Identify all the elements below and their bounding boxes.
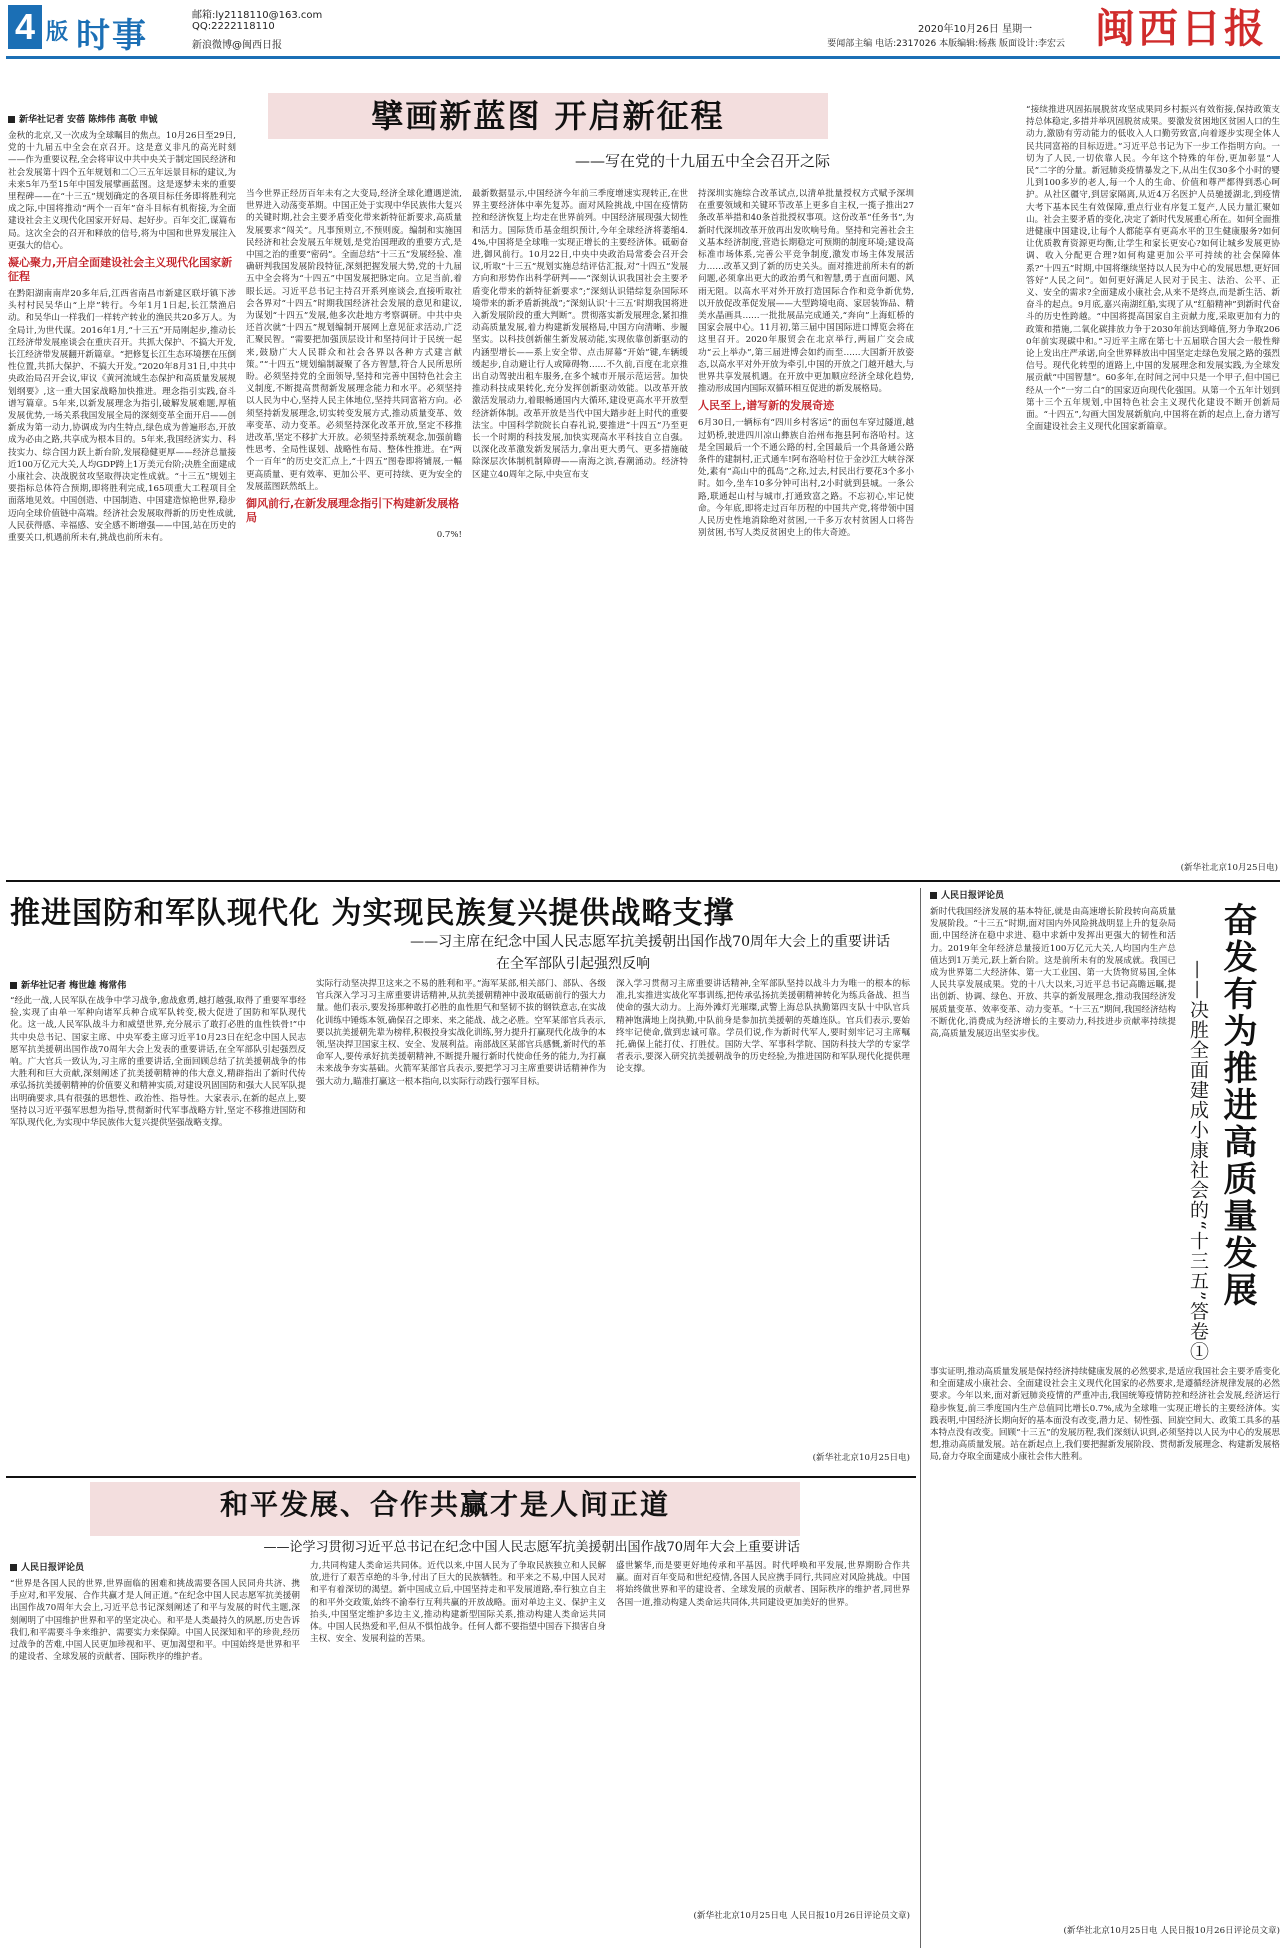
story2-signoff: (新华社北京10月25日电) (812, 1453, 910, 1463)
story3-col2-text: 事实证明,推动高质量发展是保持经济持续健康发展的必然要求,是适应我国社会主要矛盾变化和全面建成小康社会、全面建设社会主义现代化国家的必然要求,是遵循经济规律发展的必然要求。今年以来,面对新冠肺炎疫情的严重冲击,我国统筹疫情防控和经济社会发展,经济运行稳步恢复,前三季度国内生产总值同比增长0.7%,成为全球唯一实现正增长的主要经济体。实践表明,中国经济长期向好的基本面没有改变,潜力足、韧性强、回旋空间大、政策工具多的基本特点没有改变。回顾“十三五”的发展历程,我们深刻认识到,必须坚持以人民为中心的发展思想,推动高质量发展。站在新起点上,我们要把握新发展阶段、贯彻新发展理念、构建新发展格局,奋力夺取全面建成小康社会伟大胜利。 (930, 1367, 1280, 1463)
story4-col1 (10, 1578, 300, 1948)
story2-title: 推进国防和军队现代化 为实现民族复兴提供战略支撑 (10, 896, 735, 931)
story2-col3-text: 深入学习贯彻习主席重要讲话精神,全军部队坚持以战斗力为唯一的根本的标准,扎实推进实战化军事训练,把传承弘扬抗美援朝精神转化为练兵备战、担当使命的强大动力。上海外滩灯光璀璨,武警上海总队执勤第四支队十中队官兵精神饱满地上岗执勤,中队前身是参加抗美援朝的英雄连队。官兵们表示,要始终牢记使命,做到忠诚可靠。学员们说,作为新时代军人,要时刻牢记习主席嘱托,确保上能打仗、打胜仗。国防大学、军事科学院、国防科技大学的专家学者表示,要深入研究抗美援朝战争的历史经验,为推进国防和军队现代化提供理论支撑。 (616, 979, 910, 1075)
story4-col3 (616, 1560, 910, 1900)
story4-signoff: (新华社北京10月25日电 人民日报10月26日评论员文章) (693, 1911, 910, 1921)
story1-col3-text: 最新数据显示,中国经济今年前三季度增速实现转正,在世界主要经济体中率先复苏。面对风险挑战,中国在疫情防控和经济恢复上均走在世界前列。中国经济展现强大韧性和活力。国际货币基金组织预计,今年全球经济将萎缩4.4%,中国将是全球唯一实现正增长的主要经济体。砥砺奋进,御风前行。10月22日,中央中央政治局常委会召开会议,听取“十三五”规划实施总结评估汇报,对“十四五”发展方向和形势作出科学研判——“深刻认识我国社会主要矛盾变化带来的新特征新要求”;“深刻认识错综复杂国际环境带来的新矛盾新挑战”;“深刻认识‘十三五’时期我国将进入新发展阶段的重大判断”。贯彻落实新发展理念,紧扣推动高质量发展,着力构建新发展格局,中国方向清晰、步履坚实。以科技创新催生新发展动能,实现依靠创新驱动的内涵型增长——系上安全带、点击屏幕“开始”键,车辆缓缓起步,自动避让行人或障碍物……不久前,百度在北京推出自动驾驶出租车服务,在多个城市开展示范运营。加快推动科技成果转化,充分发挥创新驱动效能。以改革开放激活发展动力,着眼畅通国内大循环,建设更高水平开放型经济新体制。改革开放是当代中国大踏步赶上时代的重要法宝。中国科学院院长白春礼说,要推进“十四五”乃至更长一个时期的科技发展,加快实现高水平科技自立自强。以深化改革激发新发展活力,拿出更大勇气、更多措施破除深层次体制机制障碍——南海之滨,春潮涌动。经济特区建立40周年之际,中央宣布支 (472, 189, 688, 480)
story4-tag (10, 1560, 210, 1573)
divider-1 (6, 880, 1280, 882)
page-unit: 版 (46, 20, 69, 45)
story2-byline (10, 978, 230, 991)
story1-col4 (698, 188, 914, 875)
story2-col2 (316, 978, 606, 1470)
story1-subtitle: ——写在党的十九届五中全会召开之际 (574, 152, 830, 170)
story1-col1-text-b: 在黔阳湖南南岸20多年后,江西省南昌市新建区联圩镇下涉头村村民吴华山“上岸”转行。今年1月1日起,长江禁渔启动。和吴华山一样我们一样转产转业的渔民共20多万人。为全局计,为世代谋。2016年1月,“十三五”开局刚起步,推动长江经济带发展座谈会在重庆召开。共抓大保护、不搞大开发,长江经济带发展翻开新篇章。“把修复长江生态环境摆在压倒性位置,共抓大保护、不搞大开发。”2020年8月31日,中共中央政治局召开会议,审议《黄河流域生态保护和高质量发展规划纲要》,这一重大国家战略加快推进。理念指引实践,奋斗谱写篇章。5年来,以新发展理念为指引,破解发展难题,厚植发展优势,一场关系我国发展全局的深刻变革全面开启——创新成为第一动力,协调成为内生特点,绿色成为普遍形态,开放成为必由之路,共享成为根本目的。5年来,我国经济实力、科技实力、综合国力跃上新台阶,发展稳健更厚——经济总量接近100万亿元大关,人均GDP跨上1万美元台阶;决胜全面建成小康社会、决战脱贫攻坚取得决定性成就。“十三五”规划主要指标总体符合预期,即将胜利完成,165项重大工程项目全面落地见效。中国创造、中国制造、中国建造惊艳世界,稳步迈向全球价值链中高端。经济社会发展取得新的历史性成就,人民获得感、幸福感、安全感不断增强——中国,站在历史的重要关口,机遇前所未有,挑战也前所未有。 (8, 289, 236, 544)
story1-col3 (472, 188, 688, 875)
story2-col3 (616, 978, 910, 1448)
story3-tag (930, 888, 1090, 901)
byline-text: 新华社记者 梅世雄 梅常伟 (21, 981, 127, 991)
story1-col2 (246, 188, 462, 875)
story3-col1-text: 新时代我国经济发展的基本特征,就是由高速增长阶段转向高质量发展阶段。“十三五”时期,面对国内外风险挑战明显上升的复杂局面,中国经济在稳中求进、稳中求新中发挥出更强大的韧性和活力。2019年全年经济总量接近100万亿元大关,人均国内生产总值达到1万美元,跃上新台阶。这是前所未有的发展成就。我国已成为世界第二大经济体、第一大工业国、第一大货物贸易国,全体人民共享发展成果。党的十八大以来,习近平总书记高瞻远瞩,提出创新、协调、绿色、开放、共享的新发展理念,推动我国经济发展质量变革、效率变革、动力变革。“十三五”期间,我国经济结构不断优化,消费成为经济增长的主要动力,科技进步贡献率持续提高,高质量发展迈出坚实步伐。 (930, 907, 1176, 1040)
editor-line: 要闻部主编 电话:2317026 本版编辑:杨燕 版面设计:李宏云 (827, 39, 1065, 49)
section-title: 时事 (76, 16, 148, 56)
story1-col2-text: 当今世界正经历百年未有之大变局,经济全球化遭遇逆流,世界进入动荡变革期。中国正处于实现中华民族伟大复兴的关键时期,社会主要矛盾变化带来新特征新要求,高质量发展要求“闯关”。凡事预则立,不预则废。编制和实施国民经济和社会发展五年规划,是党治国理政的重要方式,是中国之治的重要“密码”。全面总结“十三五”发展经验、准确研判我国发展阶段特征,深刻把握发展大势,党的十九届五中全会将为“十四五”中国发展把脉定向。立足当前,着眼长远。习近平总书记主持召开系列座谈会,直接听取社会各界对“十四五”时期我国经济社会发展的意见和建议,为谋划“十四五”发展,他多次赴地方考察调研。中共中央还首次就“十四五”规划编制开展网上意见征求活动,广泛汇聚民智。“需要把加强顶层设计和坚持问计于民统一起来,鼓励广大人民群众和社会各界以各种方式建言献策。”“十四五”规划编制凝聚了各方智慧,符合人民所思所盼。必须坚持党的全面领导,坚持和完善中国特色社会主义制度,不断提高贯彻新发展理念能力和水平。必须坚持以人民为中心,坚持人民主体地位,坚持共同富裕方向。必须坚持新发展理念,切实转变发展方式,推动质量变革、效率变革、动力变革。必须坚持深化改革开放,坚定不移推进改革,坚定不移扩大开放。必须坚持系统观念,加强前瞻性思考、全局性谋划、战略性布局、整体性推进。在“两个一百年”的历史交汇点上,“十四五”图卷即将铺展,一幅更高质量、更有效率、更加公平、更可持续、更为安全的发展蓝图跃然纸上。 (246, 189, 462, 492)
story3-signoff: (新华社北京10月25日电 人民日报10月26日评论员文章) (1063, 1926, 1280, 1936)
story2-col1 (10, 995, 306, 1470)
story1-col5 (1026, 104, 1280, 860)
story1-title: 擘画新蓝图 开启新征程 (268, 93, 828, 139)
story2-col2-text: 实际行动坚决捍卫这来之不易的胜利和平。”海军某部,相关部门、部队、各级官兵深入学习习主席重要讲话精神,从抗美援朝精神中汲取砥砺前行的强大力量。他们表示,要发扬那种敢打必胜的血性胆气和坚韧不拔的钢铁意志,在实战化训练中锤炼本领,确保召之即来、来之能战、战之必胜。空军某部官兵表示,要以抗美援朝先辈为榜样,积极投身实战化训练,努力提升打赢现代化战争的本领,坚决捍卫国家主权、安全、发展利益。南部战区某部官兵感慨,新时代的革命军人,要传承好抗美援朝精神,不断提升履行新时代使命任务的能力,为打赢未来战争夯实基础。火箭军某部官兵表示,要把学习习主席重要讲话精神作为强大动力,瞄准打赢这一根本指向,以实际行动践行强军目标。 (316, 979, 606, 1087)
page-number-box: 4 (8, 5, 42, 49)
story1-signoff: (新华社北京10月25日电) (1180, 863, 1278, 873)
story1-col1 (8, 130, 236, 875)
story1-col1-text: 金秋的北京,又一次成为全球瞩目的焦点。10月26日至29日,党的十九届五中全会在京召开。这是意义非凡的高光时刻——作为重要议程,全会将审议中共中央关于制定国民经济和社会发展第十四个五年规划和二〇三五年远景目标的建议,为未来5年乃至15年中国发展擘画蓝图。这是逐梦未来的重要里程碑——在“十三五”规划确定的各项目标任务即将胜利完成之际,中国将推动“两个一百年”奋斗目标有机衔接,为全面建设社会主义现代化国家开好局、起好步。百年交汇,谋篇布局。这次全会的召开和释放的信号,将为中国和世界发展注入更强大的信心。 (8, 131, 236, 251)
byline-square-icon (10, 982, 17, 989)
story3-left-rule (920, 888, 921, 1948)
tag-square-icon (930, 892, 937, 899)
story1-col5-text: “接续推进巩固拓展脱贫攻坚成果同乡村振兴有效衔接,保持政策支持总体稳定,多措并举巩固脱贫成果。要激发贫困地区贫困人口的生动力,激励有劳动能力的低收入人口勤劳致富,向着逐步实现全体人民共同富裕的目标迈进。”习近平总书记为下一步工作指明方向。一切为了人民,一切依靠人民。今年这个特殊的年份,更加彰显“人民”二字的分量。新冠肺炎疫情暴发之下,从出生仅30多个小时的婴儿到100多岁的老人,每一个人的生命、价值和尊严都得到悉心呵护。从社区疆守,到居家隔离,从近4万名医护人员驰援湖北,到疫情大考下基本民生有效保障,重点行业有序复工复产,人民力量汇聚如山。社会主要矛盾的变化,决定了新时代发展重心所在。如何全面推进健康中国建设,让每个人都能享有更高水平的卫生健康服务?如何让优质教育资源更均衡,让学生和家长更安心?如何让城乡发展更协调、收入分配更合理?如何构建更加公平可持续的社会保障体系?“十四五”时期,中国将继续坚持以人民为中心的发展思想,更好回答好“人民之问”。如何更好满足人民对于民主、法治、公平、正义、安全的需求?全面建成小康社会,从来不是终点,而是新生活、新奋斗的起点。9月底,嘉兴南湖红船,实现了从“红船精神”到新时代奋斗的历史性跨越。“中国将提高国家自主贡献力度,采取更加有力的政策和措施,二氧化碳排放力争于2030年前达到峰值,努力争取2060年前实现碳中和。”习近平主席在第七十五届联合国大会一般性辩论上发出庄严承诺,向全世界释放出中国坚定走绿色发展之路的强烈信号。现代化转型的道路上,中国的发展理念和发展实践,为全球发展贡献“中国智慧”。60多年,在时间之河中只是一个甲子,但中国已经从一个“一穷二白”的国家迈向现代化强国。从第一个五年计划到第十三个五年规划,中国特色社会主义现代化建设不断开创新局面。“十四五”,勾画大国发展新航向,中国将在新的起点上,奋力谱写全面建设社会主义现代化国家新篇章。 (1026, 105, 1280, 433)
story1-col4-text-b: 6月30日,一辆标有“四川乡村客运”的面包车穿过隧道,越过奶桥,驶进四川凉山彝族自治州布拖县阿布洛哈村。这是全国最后一个不通公路的村,全国最后一个具备通公路条件的建制村,正式通车!阿布洛哈村位于金沙江大峡谷深处,素有“高山中的孤岛”之称,过去,村民出行要花3个多小时。如今,坐车10多分钟可出村,2小时就到县城。一条公路,联通起山村与城市,打通致富之路。不忘初心,牢记使命。今年底,即将走过百年历程的中国共产党,将带领中国人民历史性地消除绝对贫困,一千多万农村贫困人口将告别贫困,书写人类反贫困史上的伟大奇迹。 (698, 418, 914, 539)
byline-square-icon (8, 116, 15, 123)
story1-col1-subhead: 凝心聚力,开启全面建设社会主义现代化国家新征程 (8, 256, 233, 284)
tag-text: 人民日报评论员 (941, 891, 1005, 901)
story3-col1 (930, 906, 1176, 1360)
story2-col1-text: “经此一战,人民军队在战争中学习战争,愈战愈勇,越打越强,取得了重要军事经验,实现了由单一军种向诸军兵种合成军队转变,极大促进了国防和军队现代化。这一战,人民军队战斗力和威望世界,充分展示了敢打必胜的血性铁骨!”中共中央总书记、国家主席、中央军委主席习近平10月23日在纪念中国人民志愿军抗美援朝出国作战70周年大会上发表的重要讲话,在全军部队引起强烈反响。广大官兵一致认为,习主席的重要讲话,全面回顾总结了抗美援朝战争的伟大胜利和巨大贡献,深刻阐述了抗美援朝精神的伟大意义,精辟指出了新时代传承弘扬抗美援朝精神的价值要义和精神实质,对建设巩固国防和强大人民军队提出明确要求,具有很强的思想性、政治性、指导性。大家表示,在新的起点上,要坚持以习近平强军思想为指导,贯彻新时代军事战略方针,坚定不移推进国防和军队现代化,为实现中华民族伟大复兴提供坚强战略支撑。 (10, 996, 306, 1129)
weibo-line: 新浪微博@闽西日报 (192, 40, 282, 51)
tag-square-icon (10, 1564, 17, 1571)
story2-subtitle2: 在全军部队引起强烈反响 (496, 956, 650, 972)
story1-col4-subhead: 人民至上,谱写新的发展奇迹 (698, 399, 835, 413)
story1-col2-subhead: 御风前行,在新发展理念指引下构建新发展格局 (246, 497, 460, 525)
story2-subtitle1: ——习主席在纪念中国人民志愿军抗美援朝出国作战70周年大会上的重要讲话 (410, 934, 890, 950)
masthead: 闽西日报 (1095, 5, 1267, 52)
qq-line: QQ:2222118110 (192, 21, 275, 32)
story3-col2 (930, 1366, 1280, 1922)
story4-col3-text: 盛世繁华,而是要更好地传承和平基因。时代呼唤和平发展,世界期盼合作共赢。面对百年变局和世纪疫情,各国人民应携手同行,共同应对风险挑战。中国将始终做世界和平的建设者、全球发展的贡献者、国际秩序的维护者,同世界各国一道,推动构建人类命运共同体,共同建设更加美好的世界。 (616, 1561, 910, 1608)
page-header (0, 0, 1286, 76)
story4-col1-text: “世界是各国人民的世界,世界面临的困难和挑战需要各国人民同舟共济、携手应对,和平发展、合作共赢才是人间正道。”在纪念中国人民志愿军抗美援朝出国作战70周年大会上,习近平总书记深刻阐述了和平与发展的时代主题,深刻阐明了中国维护世界和平的坚定决心。和平是人类最持久的夙愿,历史告诉我们,和平需要斗争来维护、需要实力来保障。中国人民深知和平的珍贵,经历过战争的苦难,中国人民更加珍视和平、更加渴望和平。中国始终是世界和平的建设者、全球发展的贡献者、国际秩序的维护者。 (10, 1579, 300, 1663)
story1-byline (8, 112, 238, 125)
story1-col4-text: 持深圳实施综合改革试点,以清单批量授权方式赋予深圳在重要领域和关键环节改革上更多自主权,一揽子推出27条改革举措和40条首批授权事项。这份改革“任务书”,为新时代深圳改革开放再出发吹响号角。坚持和完善社会主义基本经济制度,营造长期稳定可预期的制度环境;建设高标准市场体系,完善公平竞争制度,激发市场主体发展活力……改革又到了新的历史关头。面对推进前所未有的新问题,必须拿出更大的政治勇气和智慧,勇于直面问题、风雨无阻。以高水平对外开放打造国际合作和竞争新优势,以开放促改革促发展——大型跨境电商、家居装饰品、精美水晶画具……一批批展品完成通关,“奔向”上海虹桥的国家会展中心。11月初,第三届中国国际进口博览会将在这里召开。2020年服贸会在北京举行,两届广交会成功“云上举办”,第三届进博会如约而至……大国新开放姿态,以高水平对外开放为牵引,中国的开放之门越开越大,与世界共享发展机遇。在开放中更加顺应经济全球化趋势,推动形成国内国际双循环相互促进的新发展格局。 (698, 189, 914, 395)
date-line: 2020年10月26日 星期一 (918, 24, 1033, 35)
story3-title: 奋发有为推进高质量发展 (1217, 902, 1257, 1309)
header-rule (6, 56, 1280, 59)
story4-title: 和平发展、合作共赢才是人间正道 (219, 1488, 670, 1521)
story4-subtitle: ——论学习贯彻习近平总书记在纪念中国人民志愿军抗美援朝出国作战70周年大会上重要讲话 (263, 1540, 800, 1555)
divider-2 (6, 1476, 916, 1478)
story1-col2-tail: 0.7%! (436, 530, 462, 541)
tag-text: 人民日报评论员 (21, 1563, 85, 1573)
story4-col2 (310, 1560, 606, 1948)
story3-subtitle: ——决胜全面建成小康社会的“十三五”答卷① (1187, 960, 1209, 1362)
email-line: 邮箱:ly2118110@163.com (192, 10, 323, 21)
story4-col2-text: 力,共同构建人类命运共同体。近代以来,中国人民为了争取民族独立和人民解放,进行了艰苦卓绝的斗争,付出了巨大的民族牺牲。和平来之不易,中国人民对和平有着深切的渴望。新中国成立后,中国坚持走和平发展道路,奉行独立自主的和平外交政策,始终不渝奉行互利共赢的开放战略。面对单边主义、保护主义抬头,中国坚定维护多边主义,推动构建新型国际关系,推动构建人类命运共同体。中国人民热爱和平,但从不惧怕战争。任何人都不要指望中国吞下损害自身主权、安全、发展利益的苦果。 (310, 1561, 606, 1645)
byline-text: 新华社记者 安蓓 陈炜伟 高敬 申铖 (19, 115, 158, 125)
